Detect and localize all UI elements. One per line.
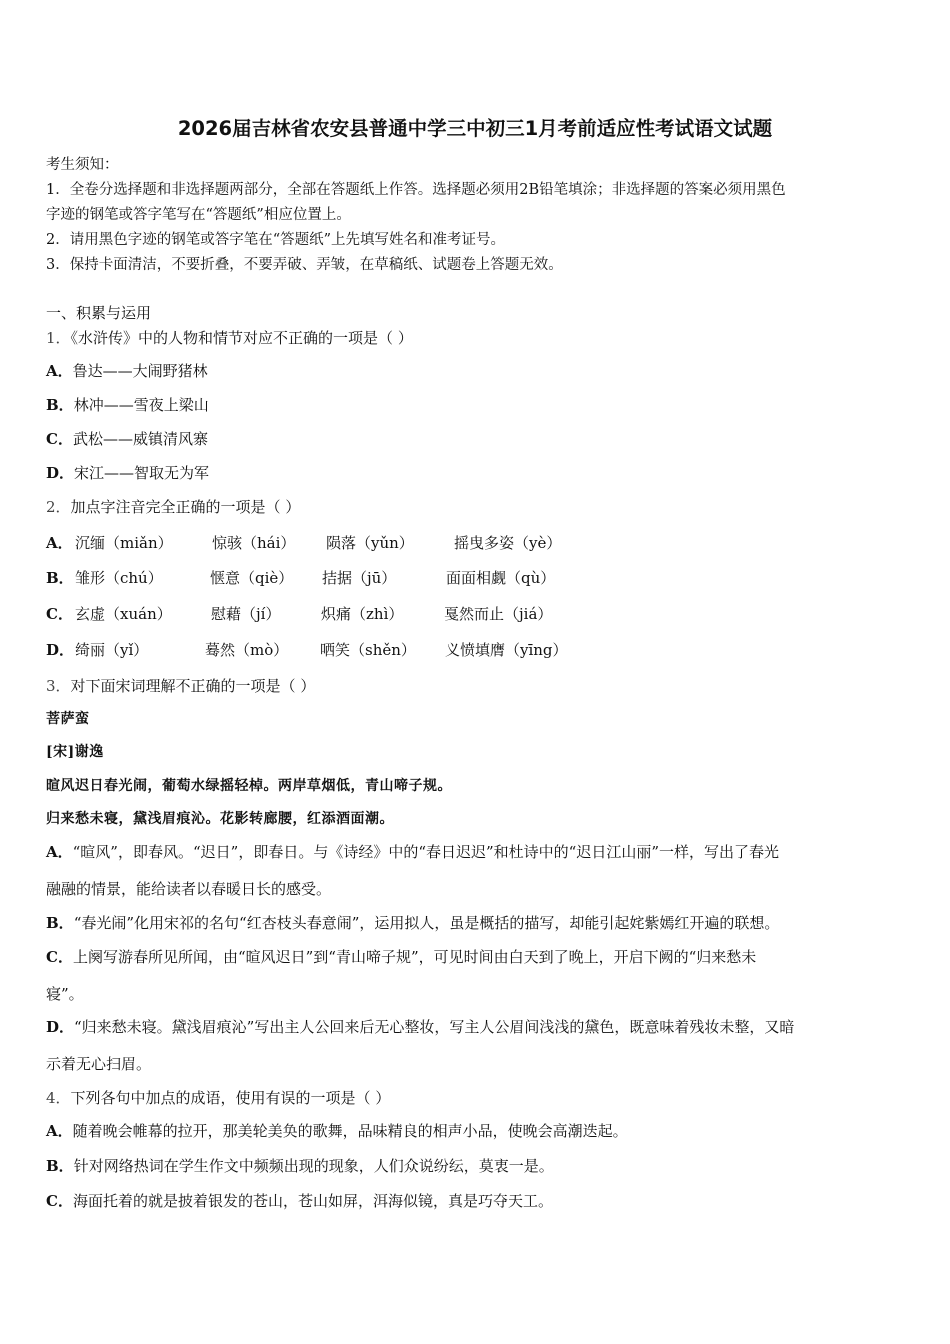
question-stem: 对下面宋词理解不正确的一项是（ ） xyxy=(70,677,316,695)
notice-item: 3．保持卡面清洁，不要折叠，不要弄破、弄皱，在草稿纸、试题卷上答题无效。 xyxy=(46,257,563,273)
q1-option-c: C．武松——威镇清风寨 xyxy=(46,430,208,448)
question-number: 1． xyxy=(46,329,71,347)
q4-option-a: A．随着晚会帷幕的拉开，那美轮美奂的歌舞，品味精良的相声小品，使晚会高潮迭起。 xyxy=(46,1122,628,1140)
q2-item: 戛然而止（jiá） xyxy=(444,605,553,623)
question-4 xyxy=(46,1087,390,1108)
q4-option-c: C．海面托着的就是披着银发的苍山，苍山如屏，洱海似镜，真是巧夺天工。 xyxy=(46,1192,553,1210)
question-number: 4． xyxy=(46,1089,71,1107)
q2-item: 绮丽（yǐ） xyxy=(75,641,149,659)
q2-item: 拮据（jū） xyxy=(322,569,397,587)
q3-option-d-cont: 示着无心扫眉。 xyxy=(46,1055,152,1073)
question-1 xyxy=(46,327,413,348)
q2-item: 哂笑（shěn） xyxy=(320,641,416,659)
notice-heading: 考生须知： xyxy=(46,157,119,173)
q1-option-b: B．林冲——雪夜上梁山 xyxy=(46,396,209,414)
question-2 xyxy=(46,496,300,517)
q3-option-b: B．“春光闹”化用宋祁的名句“红杏枝头春意闹”，运用拟人，虽是概括的描写，却能引起姹紫嫣红开遍的联想。 xyxy=(46,914,780,932)
notice-item: 字迹的钢笔或答字笔写在“答题纸”相应位置上。 xyxy=(46,207,351,223)
q2-item: 摇曳多姿（yè） xyxy=(454,534,562,552)
q2-item: 沉缅（miǎn） xyxy=(75,534,173,552)
q3-option-d: D．“归来愁未寝。黛浅眉痕沁”写出主人公回来后无心整妆，写主人公眉间浅浅的黛色，既意味着残妆未整，又暗 xyxy=(46,1018,795,1036)
q4-option-b: B．针对网络热词在学生作文中频频出现的现象，人们众说纷纭，莫衷一是。 xyxy=(46,1157,554,1175)
q2-item: 惊骇（hái） xyxy=(212,534,296,552)
q1-option-a: A．鲁达——大闹野猪林 xyxy=(46,362,208,380)
q2-item: 义愤填膺（yīng） xyxy=(445,641,568,659)
q2-row-label: C． xyxy=(46,605,73,623)
q2-item: 面面相觑（qù） xyxy=(446,569,556,587)
q2-item: 惬意（qiè） xyxy=(210,569,294,587)
page-title: 2026届吉林省农安县普通中学三中初三1月考前适应性考试语文试题 xyxy=(177,117,773,140)
poem-title: 菩萨蛮 xyxy=(46,711,90,727)
q2-row-label: D． xyxy=(46,641,75,659)
question-number: 3． xyxy=(46,677,71,695)
q2-item: 蓦然（mò） xyxy=(205,641,289,659)
poem-line: 暄风迟日春光闹，葡萄水绿摇轻棹。两岸草烟低，青山啼子规。 xyxy=(46,778,452,794)
q2-row-label: B． xyxy=(46,569,74,587)
question-stem: 《水浒传》中的人物和情节对应不正确的一项是（ ） xyxy=(70,329,413,347)
q2-item: 慰藉（jí） xyxy=(211,605,281,623)
question-3 xyxy=(46,675,315,696)
q3-option-a-cont: 融融的情景，能给读者以春暖日长的感受。 xyxy=(46,880,332,898)
q3-option-a: A．“暄风”，即春风。“迟日”，即春日。与《诗经》中的“春日迟迟”和杜诗中的“迟日江山丽”一样，写出了春光 xyxy=(46,843,779,861)
q3-option-c: C．上阕写游春所见所闻，由“暄风迟日”到“青山啼子规”，可见时间由白天到了晚上，开启下阙的“归来愁未 xyxy=(46,948,757,966)
section-heading: 一、积累与运用 xyxy=(46,304,152,322)
poem-line: 归来愁未寝，黛浅眉痕沁。花影转廊腰，红添酒面潮。 xyxy=(46,811,394,827)
question-stem: 下列各句中加点的成语，使用有误的一项是（ ） xyxy=(70,1089,391,1107)
q3-option-c-cont: 寝”。 xyxy=(46,985,84,1003)
notice-item: 2．请用黑色字迹的钢笔或答字笔在“答题纸”上先填写姓名和准考证号。 xyxy=(46,232,506,248)
q2-item: 陨落（yǔn） xyxy=(326,534,414,552)
q2-item: 玄虚（xuán） xyxy=(75,605,172,623)
question-stem: 加点字注音完全正确的一项是（ ） xyxy=(70,498,301,516)
q2-item: 炽痛（zhì） xyxy=(321,605,404,623)
q2-item: 雏形（chú） xyxy=(75,569,163,587)
notice-item: 1．全卷分选择题和非选择题两部分，全部在答题纸上作答。选择题必须用2B铅笔填涂；非选择题的答案必须用黑色 xyxy=(46,182,786,198)
q1-option-d: D．宋江——智取无为军 xyxy=(46,464,210,482)
poem-author: [宋]谢逸 xyxy=(46,744,104,760)
question-number: 2． xyxy=(46,498,71,516)
q2-row-label: A． xyxy=(46,534,73,552)
